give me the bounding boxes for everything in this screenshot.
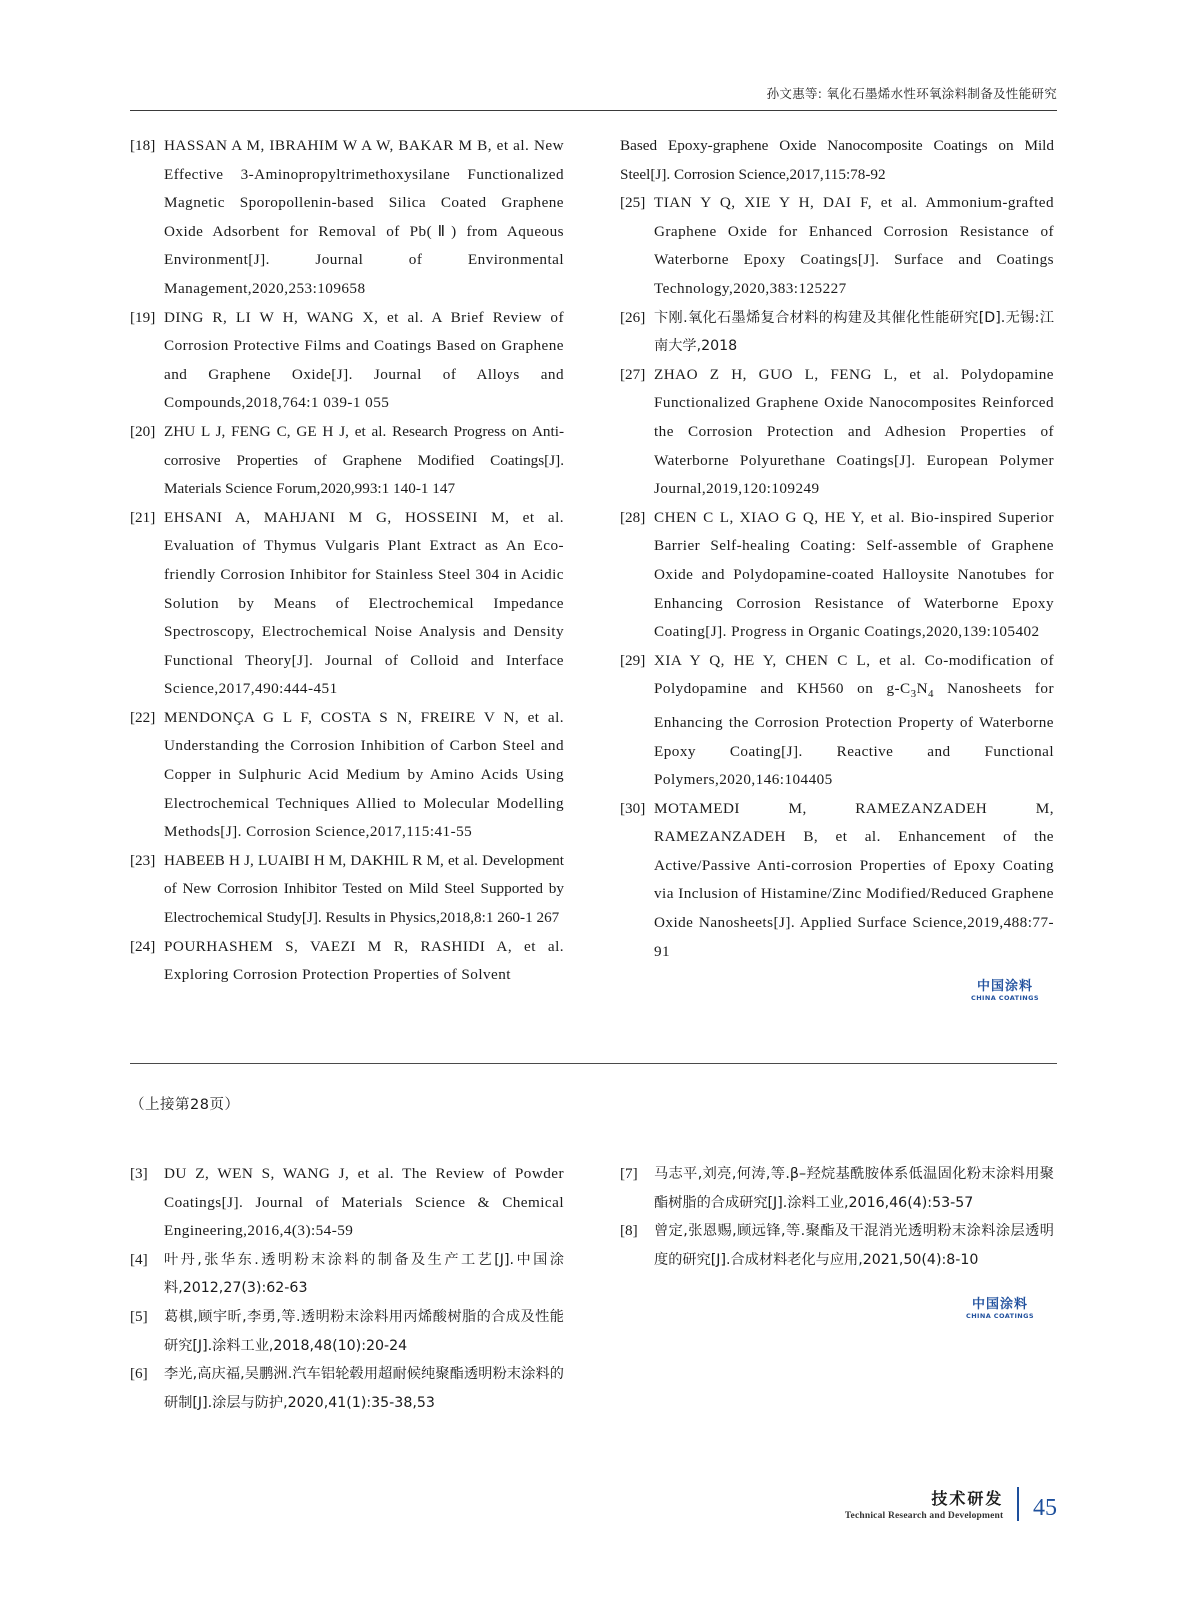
reference-item <box>620 189 1054 303</box>
publisher-logo <box>960 980 1050 1002</box>
reference-text: HABEEB H J, LUAIBI H M, DAKHIL R M, et al. Development of New Corrosion Inhibitor Tested on Mild Steel Supported by Electrochemical Study[J]. Results in Physics,2018,8:1 260-1 267 <box>164 851 564 927</box>
reference-item <box>130 1160 564 1246</box>
reference-text: 葛棋,顾宇昕,李勇,等.透明粉末涂料用丙烯酸树脂的合成及性能研究[J].涂料工业,2018,48(10):20-24 <box>164 1308 564 1354</box>
reference-column-left <box>130 132 564 990</box>
reference-columns-bottom <box>130 1160 1057 1417</box>
page-number: 45 <box>1033 1495 1057 1521</box>
reference-text: CHEN C L, XIAO G Q, HE Y, et al. Bio-inspired Superior Barrier Self-healing Coating: Self-assemble of Graphene Oxide and Polydopamine-coated Halloysite Nanotubes for Enhancing Corrosion Resistance of Waterborne Epoxy Coating[J]. Progress in Organic Coatings,2020,139:105402 <box>654 508 1054 641</box>
reference-text: ZHAO Z H, GUO L, FENG L, et al. Polydopamine Functionalized Graphene Oxide Nanocomposites Reinforced the Corrosion Protection and Adhesion Properties of Waterborne Polyurethane Coatings[J]. European Polymer Journal,2019,120:109249 <box>654 365 1054 498</box>
reference-text: MOTAMEDI M, RAMEZANZADEH M, RAMEZANZADEH B, et al. Enhancement of the Active/Passive Anti-corrosion Properties of Epoxy Coating via Inclusion of Histamine/Zinc Modified/Reduced Graphene Oxide Nanosheets[J]. Applied Surface Science,2019,488:77-91 <box>654 799 1054 960</box>
reference-text: MENDONÇA G L F, COSTA S N, FREIRE V N, et al. Understanding the Corrosion Inhibition of Carbon Steel and Copper in Sulphuric Acid Medium by Amino Acids Using Electrochemical Techniques Allied to Molecular Modelling Methods[J]. Corrosion Science,2017,115:41-55 <box>164 708 564 841</box>
publisher-logo-cn: 中国涂料 <box>971 1297 1028 1312</box>
reference-number: [6] <box>130 1365 148 1383</box>
publisher-logo <box>955 1298 1045 1320</box>
reference-item <box>620 361 1054 504</box>
reference-number: [22] <box>130 708 156 726</box>
reference-number: [20] <box>130 422 156 440</box>
reference-item <box>130 933 564 990</box>
reference-number: [29] <box>620 651 646 669</box>
reference-text: EHSANI A, MAHJANI M G, HOSSEINI M, et al. Evaluation of Thymus Vulgaris Plant Extract as An Eco-friendly Corrosion Inhibitor for Stainless Steel 304 in Acidic Solution by Means of Electrochemical Impedance Spectroscopy, Electrochemical Noise Analysis and Density Functional Theory[J]. Journal of Colloid and Interface Science,2017,490:444-451 <box>164 508 564 698</box>
reference-item <box>620 795 1054 967</box>
reference-column-right-bottom <box>620 1160 1054 1417</box>
reference-text: 叶丹,张华东.透明粉末涂料的制备及生产工艺[J].中国涂料,2012,27(3):62-63 <box>164 1251 564 1297</box>
reference-item <box>620 1217 1054 1274</box>
reference-number: [21] <box>130 508 156 526</box>
reference-number: [5] <box>130 1307 148 1325</box>
reference-item <box>620 1160 1054 1217</box>
reference-number: [28] <box>620 508 646 526</box>
reference-text: 曾定,张恩赐,顾远锋,等.聚酯及干混消光透明粉末涂料涂层透明度的研究[J].合成材料老化与应用,2021,50(4):8-10 <box>654 1223 1054 1268</box>
reference-number: [23] <box>130 851 156 869</box>
reference-text: XIA Y Q, HE Y, CHEN C L, et al. Co-modification of Polydopamine and KH560 on $g-C_3N_4$ Nanosheets for Enhancing the Corrosion Protection Property of Waterborne Epoxy Coating[J]. Reactive and Functional Polymers,2020,146:104405 <box>654 651 1054 789</box>
reference-item <box>130 132 564 304</box>
reference-item <box>620 304 1054 361</box>
header-divider <box>130 110 1057 111</box>
footer-divider <box>1017 1487 1019 1521</box>
reference-item <box>130 704 564 847</box>
reference-item <box>130 1303 564 1360</box>
reference-number: [30] <box>620 799 646 817</box>
reference-number: [26] <box>620 308 646 326</box>
reference-text: 卞刚.氧化石墨烯复合材料的构建及其催化性能研究[D].无锡:江南大学,2018 <box>654 309 1054 355</box>
reference-text: DING R, LI W H, WANG X, et al. A Brief Review of Corrosion Protective Films and Coatings Based on Graphene and Graphene Oxide[J]. Journal of Alloys and Compounds,2018,764:1 039-1 055 <box>164 308 564 412</box>
reference-item <box>620 647 1054 795</box>
reference-number: [18] <box>130 137 156 154</box>
reference-text: 马志平,刘亮,何涛,等.β–羟烷基酰胺体系低温固化粉末涂料用聚酯树脂的合成研究[J].涂料工业,2016,46(4):53-57 <box>654 1166 1054 1211</box>
continued-from-note: （上接第28页） <box>130 1097 240 1113</box>
reference-column-right <box>620 132 1054 990</box>
reference-text: POURHASHEM S, VAEZI M R, RASHIDI A, et al. Exploring Corrosion Protection Properties of Solvent <box>164 937 564 984</box>
reference-item <box>130 304 564 418</box>
reference-item <box>130 1246 564 1303</box>
publisher-logo-en: CHINA COATINGS <box>966 1312 1034 1321</box>
reference-item <box>130 418 564 504</box>
reference-number: [8] <box>620 1222 638 1240</box>
reference-item <box>130 847 564 933</box>
publisher-logo-en: CHINA COATINGS <box>971 994 1039 1003</box>
reference-columns-top <box>130 132 1057 990</box>
reference-number: [19] <box>130 308 156 326</box>
reference-item <box>130 1360 564 1417</box>
reference-number: [25] <box>620 194 646 212</box>
footer-section-cn: 技术研发 <box>931 1488 1004 1508</box>
reference-item <box>620 504 1054 647</box>
reference-text: ZHU L J, FENG C, GE H J, et al. Research Progress on Anti-corrosive Properties of Graphene Modified Coatings[J]. Materials Science Forum,2020,993:1 140-1 147 <box>164 422 564 498</box>
reference-text: HASSAN A M, IBRAHIM W A W, BAKAR M B, et al. New Effective 3-Aminopropyltrimethoxysilane Functionalized Magnetic Sporopollenin-based Silica Coated Graphene Oxide Adsorbent for Removal of Pb(Ⅱ) from Aqueous Environment[J]. Journal of Environmental Management,2020,253:109658 <box>164 137 564 297</box>
section-divider <box>130 1063 1057 1064</box>
reference-text: TIAN Y Q, XIE Y H, DAI F, et al. Ammonium-grafted Graphene Oxide for Enhanced Corrosion Resistance of Waterborne Epoxy Coatings[J]. Surface and Coatings Technology,2020,383:125227 <box>654 194 1054 297</box>
page-footer <box>845 1487 1057 1522</box>
publisher-logo-cn: 中国涂料 <box>976 979 1033 994</box>
reference-number: [7] <box>620 1165 638 1182</box>
reference-number: [27] <box>620 365 646 383</box>
reference-text: 李光,高庆福,吴鹏洲.汽车铝轮毂用超耐候纯聚酯透明粉末涂料的研制[J].涂层与防护,2020,41(1):35-38,53 <box>164 1366 564 1411</box>
reference-number: [4] <box>130 1250 148 1268</box>
reference-continuation: Based Epoxy-graphene Oxide Nanocomposite Coatings on Mild Steel[J]. Corrosion Science,2017,115:78-92 <box>620 137 1054 183</box>
reference-column-left-bottom <box>130 1160 564 1417</box>
reference-item <box>130 504 564 704</box>
reference-number: [24] <box>130 937 156 955</box>
reference-number: [3] <box>130 1165 148 1182</box>
footer-section-label <box>845 1490 1004 1522</box>
reference-text: DU Z, WEN S, WANG J, et al. The Review of Powder Coatings[J]. Journal of Materials Science & Chemical Engineering,2016,4(3):54-59 <box>164 1165 564 1240</box>
footer-section-en: Technical Research and Development <box>844 1511 1004 1522</box>
running-head: 孙文惠等: 氧化石墨烯水性环氧涂料制备及性能研究 <box>766 86 1057 101</box>
